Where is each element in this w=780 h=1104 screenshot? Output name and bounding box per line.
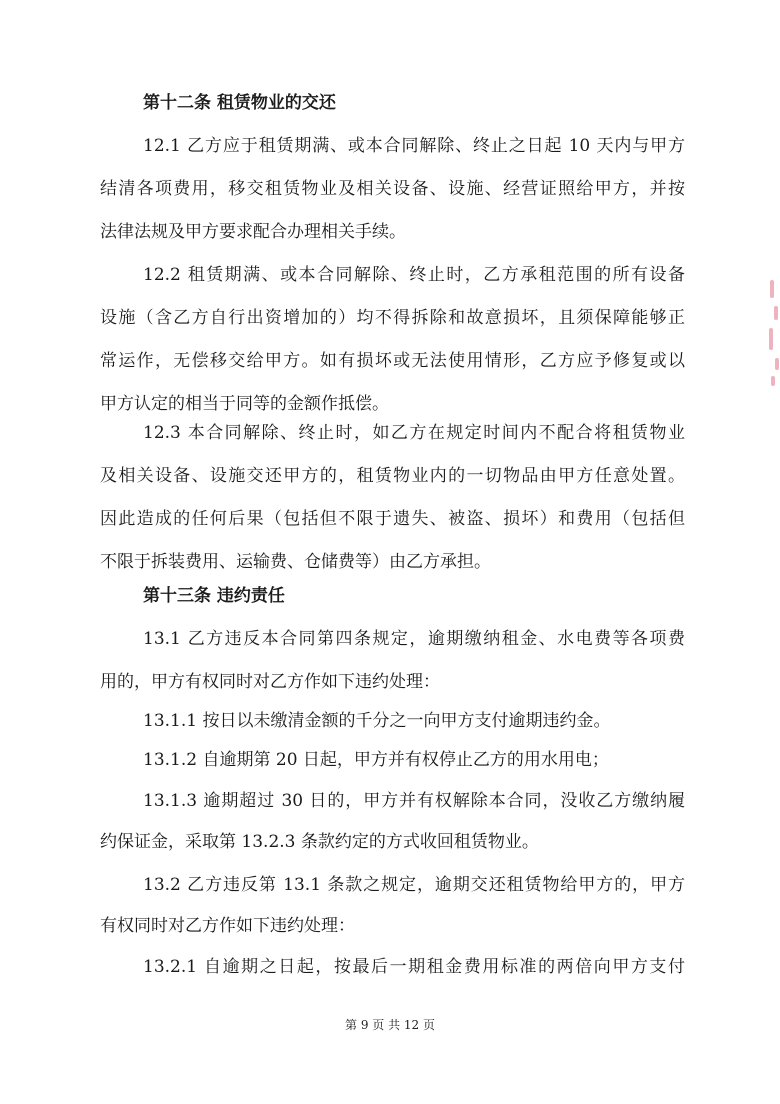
clause-12-2-line-1: 12.2 租赁期满、或本合同解除、终止时，乙方承租范围的所有设备 — [143, 265, 685, 285]
clause-12-3-line-1: 12.3 本合同解除、终止时，如乙方在规定时间内不配合将租赁物业 — [143, 423, 685, 443]
clause-13-1-3-line-2: 约保证金，采取第 13.2.3 条款约定的方式收回租赁物业。 — [100, 832, 539, 852]
clause-12-3-line-2: 及相关设备、设施交还甲方的，租赁物业内的一切物品由甲方任意处置。 — [100, 466, 685, 486]
clause-12-2-line-3: 常运作，无偿移交给甲方。如有损坏或无法使用情形，乙方应予修复或以 — [100, 351, 685, 371]
clause-12-3-line-4: 不限于拆装费用、运输费、仓储费等）由乙方承担。 — [100, 552, 491, 572]
clause-12-2-line-4: 甲方认定的相当于同等的金额作抵偿。 — [100, 394, 389, 414]
clause-13-1-1: 13.1.1 按日以未缴清金额的千分之一向甲方支付逾期违约金。 — [143, 711, 611, 731]
clause-12-1-line-1: 12.1 乙方应于租赁期满、或本合同解除、终止之日起 10 天内与甲方 — [143, 136, 685, 156]
clause-12-1-line-3: 法律法规及甲方要求配合办理相关手续。 — [100, 222, 406, 242]
seal-stamp-edge — [766, 280, 780, 390]
article-13-heading: 第十三条 违约责任 — [143, 586, 285, 606]
clause-13-1-2: 13.1.2 自逾期第 20 日起，甲方并有权停止乙方的用水用电； — [143, 750, 609, 770]
clause-13-1-line-1: 13.1 乙方违反本合同第四条规定，逾期缴纳租金、水电费等各项费 — [143, 629, 685, 649]
clause-12-1-line-2: 结清各项费用，移交租赁物业及相关设备、设施、经营证照给甲方，并按 — [100, 179, 685, 199]
clause-13-2-line-1: 13.2 乙方违反第 13.1 条款之规定，逾期交还租赁物给甲方的，甲方 — [143, 875, 685, 895]
clause-13-2-line-2: 有权同时对乙方作如下违约处理： — [100, 916, 355, 936]
article-12-heading: 第十二条 租赁物业的交还 — [143, 93, 336, 113]
page-number-footer: 第 9 页 共 12 页 — [345, 1018, 435, 1032]
clause-13-1-line-2: 用的，甲方有权同时对乙方作如下违约处理： — [100, 672, 440, 692]
clause-13-1-3-line-1: 13.1.3 逾期超过 30 日的，甲方并有权解除本合同，没收乙方缴纳履 — [143, 791, 685, 811]
clause-12-3-line-3: 因此造成的任何后果（包括但不限于遗失、被盗、损坏）和费用（包括但 — [100, 509, 685, 529]
clause-12-2-line-2: 设施（含乙方自行出资增加的）均不得拆除和故意损坏，且须保障能够正 — [100, 308, 685, 328]
clause-13-2-1-line-1: 13.2.1 自逾期之日起，按最后一期租金费用标准的两倍向甲方支付 — [143, 957, 685, 977]
